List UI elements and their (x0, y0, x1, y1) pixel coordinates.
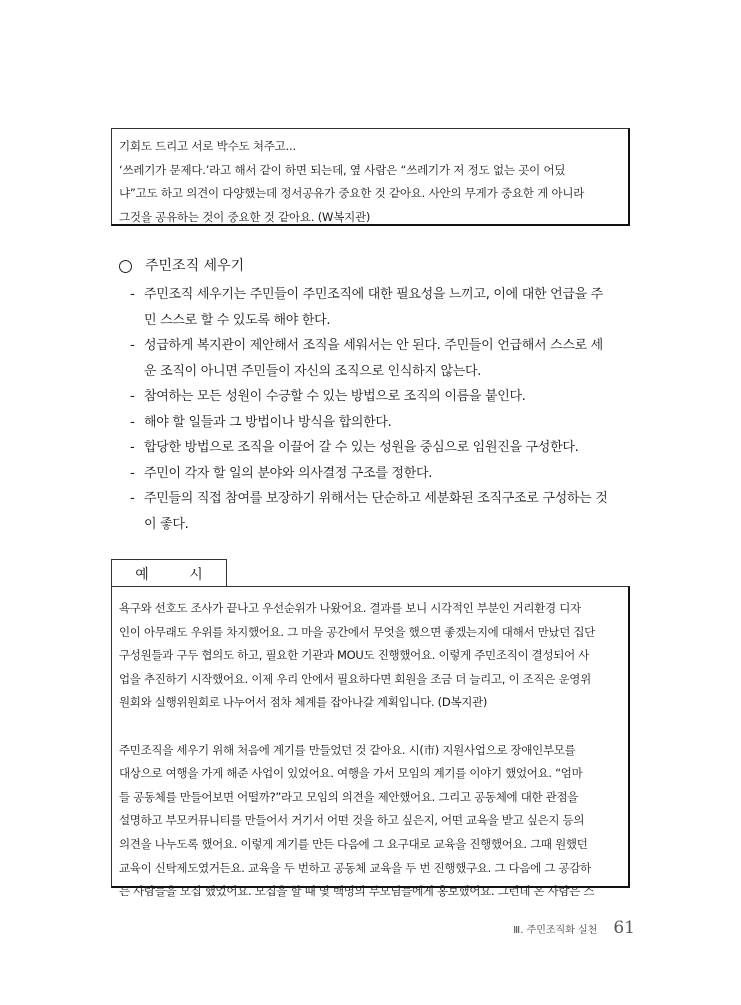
circle-bullet-icon (119, 260, 132, 273)
guideline-item: - 합당한 방법으로 조직을 이끌어 갈 수 있는 성원을 중심으로 임원진을 구성한다. (119, 435, 639, 461)
guideline-item: - 참여하는 모든 성원이 수긍할 수 있는 방법으로 조직의 이름을 붙인다. (119, 384, 639, 410)
guideline-item: - 성급하게 복지관이 제안해서 조직을 세워서는 안 된다. 주민들이 언급해서 스스로 세 운 조직이 아니면 주민들이 자신의 조직으로 인식하지 않는다. (119, 333, 639, 384)
page-number: 61 (613, 918, 635, 938)
guideline-item: - 주민들의 직접 참여를 보장하기 위해서는 단순하고 세분화된 조직구조로 구성하는 것 이 좋다. (119, 486, 639, 537)
page-footer (513, 918, 635, 938)
guideline-item: - 주민이 각자 할 일의 분야와 의사결정 구조를 정한다. (119, 461, 639, 487)
quote-line: 냐”고도 하고 의견이 다양했는데 정서공유가 중요한 것 같아요. 사안의 무게가 중요한 게 아니라 (119, 186, 585, 200)
example-box (111, 586, 630, 899)
guideline-list (119, 282, 639, 537)
example-line: 설명하고 부모커뮤니티를 만들어서 거기서 어떤 것을 하고 싶은지, 어떤 교육을 받고 싶은지 등의 (119, 813, 585, 828)
quote-box (111, 128, 630, 226)
example-line: 들 공동체를 만들어보면 어떨까?”라고 모임의 의견을 제안했어요. 그리고 공동체에 대한 관점을 (119, 789, 579, 804)
section-title: 주민조직 세우기 (145, 258, 245, 274)
section-heading (119, 256, 639, 276)
guideline-item: - 주민조직 세우기는 주민들이 주민조직에 대한 필요성을 느끼고, 이에 대한 언급을 주 민 스스로 할 수 있도록 해야 한다. (119, 282, 639, 333)
example-line: 업을 추진하기 시작했어요. 이제 우리 안에서 필요하다면 회원을 조금 더 늘리고, 이 조직은 운영위 (119, 671, 591, 686)
section-community-organization (119, 256, 639, 537)
example-line: 주민조직을 세우기 위해 처음에 계기를 만들었던 것 같아요. 시(市) 지원사업으로 장애인부모를 (119, 742, 576, 757)
guideline-item: - 해야 할 일들과 그 방법이나 방식을 합의한다. (119, 410, 639, 436)
example-line: 의견을 나누도록 했어요. 이렇게 계기를 만든 다음에 그 요구대로 교육을 진행했어요. 그때 원했던 (119, 836, 588, 851)
example-line: 대상으로 여행을 가게 해준 사업이 있었어요. 여행을 가서 모임의 계기를 이야기 했었어요. “엄마 (119, 766, 583, 781)
chapter-title: Ⅲ. 주민조직화 실천 (513, 925, 598, 936)
example-line: 구성원들과 구두 협의도 하고, 필요한 기관과 MOU도 진행했어요. 이렇게 주민조직이 결성되어 사 (119, 648, 590, 663)
example-line: 인이 아무래도 우위를 차지했어요. 그 마을 공간에서 무엇을 했으면 좋겠는지에 대해서 만났던 집단 (119, 624, 595, 639)
example-tab-label: 예 시 (135, 566, 221, 583)
example-line: 욕구와 선호도 조사가 끝나고 우선순위가 나왔어요. 결과를 보니 시각적인 부분인 거리환경 디자 (119, 601, 581, 615)
paragraph-gap (119, 715, 628, 739)
example-tab (111, 559, 227, 587)
example-line: 원회와 실행위원회로 나누어서 점차 체계를 잡아나갈 계획입니다. (D복지관) (119, 695, 488, 710)
example-line: 교육이 신탁제도였거든요. 교육을 두 번하고 공동체 교육을 두 번 진행했구요. 그 다음에 그 공감하 (119, 860, 591, 875)
example-line: 는 사람들을 모집 했었어요. 모집을 할 때 몇 백명의 부모님들에게 홍보했어요. 그런데 온 사람은 스 (119, 884, 595, 899)
quote-line: ‘쓰레기가 문제다.’라고 해서 같이 하면 되는데, 옆 사람은 “쓰레기가 저 정도 없는 곳이 어딨 (119, 162, 566, 177)
quote-line: 기회도 드리고 서로 박수도 쳐주고... (119, 139, 296, 153)
quote-line: 그것을 공유하는 것이 중요한 것 같아요. (W복지관) (119, 209, 371, 224)
